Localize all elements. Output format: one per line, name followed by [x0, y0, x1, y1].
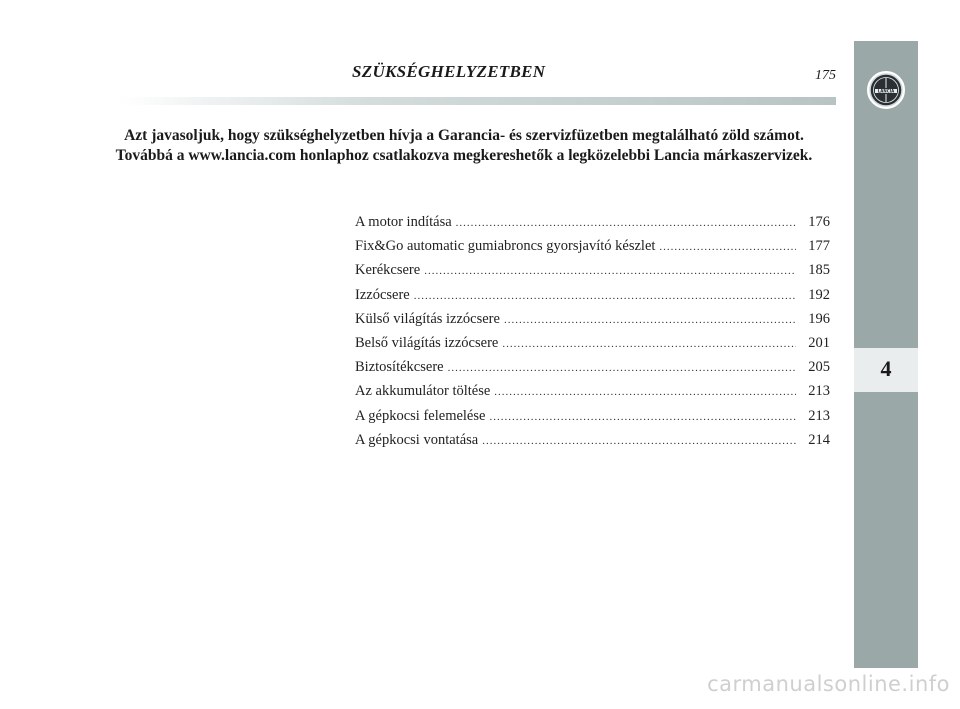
page-title: SZÜKSÉGHELYZETBEN — [352, 62, 546, 81]
toc-item[interactable] — [355, 383, 830, 407]
toc-item-page: 214 — [808, 431, 830, 448]
toc-item-page: 213 — [808, 383, 830, 400]
toc-item-label: A gépkocsi felemelése — [355, 407, 486, 424]
table-of-contents — [355, 214, 830, 456]
intro-line-1: Azt javasoljuk, hogy szükséghelyzetben hívja a Garancia- és szervizfüzetben megtalálható zöld számot. — [124, 127, 804, 144]
toc-item[interactable] — [355, 238, 830, 262]
toc-leader-dots — [504, 314, 796, 326]
logo-text: LANCIA — [877, 88, 895, 94]
toc-leader-dots — [502, 338, 796, 350]
toc-item-page: 192 — [808, 286, 830, 303]
toc-item-page: 201 — [808, 334, 830, 351]
toc-item[interactable] — [355, 432, 830, 456]
toc-item-label: Az akkumulátor töltése — [355, 383, 491, 400]
toc-item-page: 196 — [808, 310, 830, 327]
toc-leader-dots — [489, 411, 796, 423]
header-divider — [118, 97, 836, 105]
toc-item-page: 213 — [808, 407, 830, 424]
toc-leader-dots — [414, 290, 796, 302]
toc-item-label: A motor indítása — [355, 214, 452, 230]
toc-item-label: Fix&Go automatic gumiabroncs gyorsjavító készlet — [355, 238, 656, 255]
watermark: carmanualsonline.info — [707, 672, 950, 696]
toc-item[interactable] — [355, 335, 830, 359]
intro-line-2: Továbbá a www.lancia.com honlaphoz csatlakozva megkereshetők a legközelebbi Lancia márkaszervizek. — [115, 147, 813, 164]
toc-item-page: 185 — [808, 262, 830, 279]
lancia-logo-icon — [866, 70, 906, 110]
toc-leader-dots — [659, 241, 796, 253]
toc-item[interactable] — [355, 287, 830, 311]
chapter-number: 4 — [880, 356, 892, 381]
toc-leader-dots — [456, 217, 796, 229]
toc-leader-dots — [482, 435, 796, 447]
toc-item-label: Belső világítás izzócsere — [355, 334, 499, 351]
chapter-indicator[interactable] — [854, 348, 918, 392]
toc-item[interactable] — [355, 408, 830, 432]
toc-item-label: Izzócsere — [355, 286, 410, 303]
toc-item-page: 176 — [808, 214, 830, 230]
toc-item[interactable] — [355, 214, 830, 238]
toc-leader-dots — [448, 362, 796, 374]
toc-item-label: Biztosítékcsere — [355, 359, 444, 376]
toc-item-page: 177 — [808, 238, 830, 255]
toc-item-label: Kerékcsere — [355, 262, 421, 279]
toc-item[interactable] — [355, 262, 830, 286]
intro-paragraph — [96, 126, 832, 170]
toc-item-label: Külső világítás izzócsere — [355, 310, 500, 327]
toc-item-page: 205 — [808, 359, 830, 376]
toc-item[interactable] — [355, 359, 830, 383]
toc-leader-dots — [494, 386, 796, 398]
toc-item-label: A gépkocsi vontatása — [355, 431, 479, 448]
toc-item[interactable] — [355, 311, 830, 335]
page-number: 175 — [815, 68, 836, 83]
toc-leader-dots — [424, 265, 796, 277]
